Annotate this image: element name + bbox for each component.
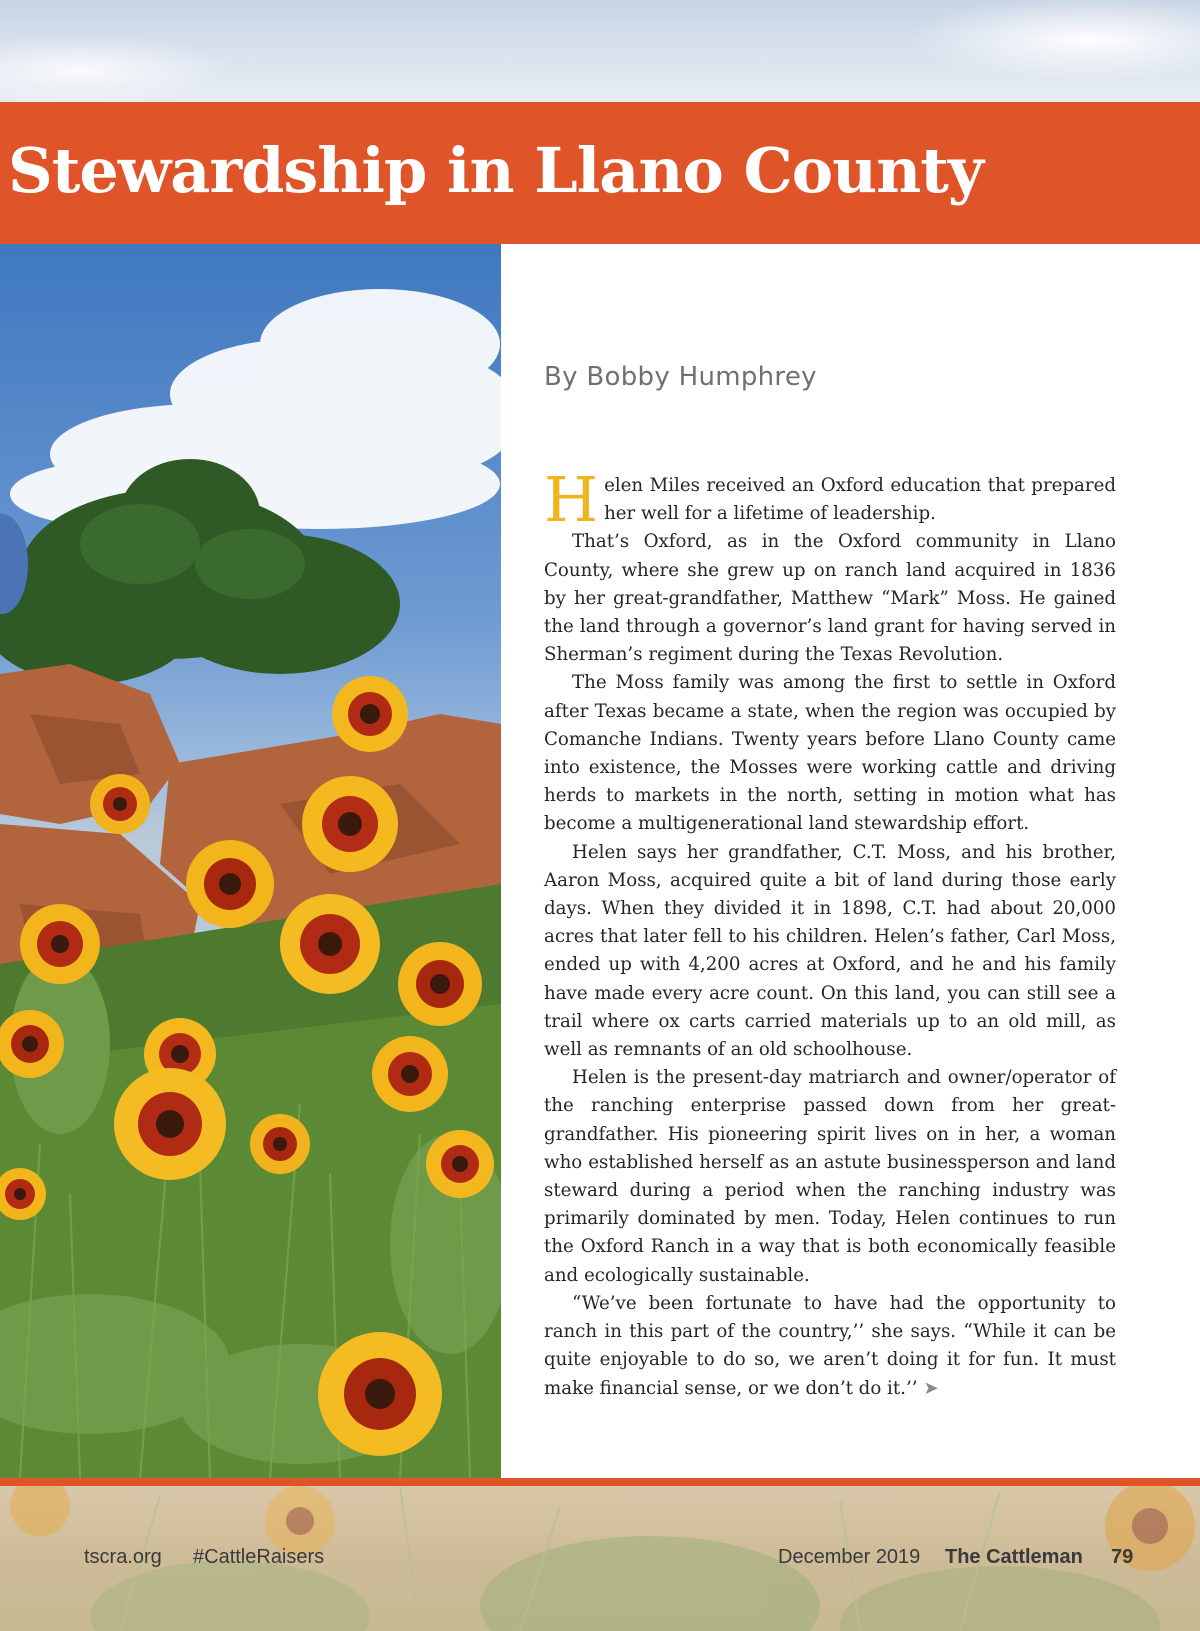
paragraph-1-text: elen Miles received an Oxford education that prepared her well for a lifetime of leadership. <box>604 475 1116 525</box>
header-sky-strip <box>0 0 1200 102</box>
paragraph-4: Helen says her grandfather, C.T. Moss, and his brother, Aaron Moss, acquired quite a bit of land during those early days. When they divided it in 1898, C.T. had about 20,000 acres that later fell to his children. Helen’s father, Carl Moss, ended up with 4,200 acres at Oxford, and he and his family have made every acre count. On this land, you can still see a trail where ox carts carried materials up to an old mill, as well as remnants of an old schoolhouse. <box>544 841 1116 1061</box>
footer-magazine-name: The Cattleman <box>945 1546 1083 1568</box>
continue-arrow-icon: ➤ <box>923 1377 939 1399</box>
paragraph-1 <box>544 463 1116 536</box>
footer <box>0 1486 1200 1631</box>
page-title: Stewardship in Llano County <box>8 134 983 207</box>
footer-site-link[interactable]: tscra.org <box>84 1546 162 1568</box>
paragraph-3: The Moss family was among the first to settle in Oxford after Texas became a state, when the region was occupied by Comanche Indians. Twenty years before Llano County came into existence, the Mosses were working cattle and driving herds to markets in the north, setting in motion what has become a multigenerational land stewardship effort. <box>544 672 1116 835</box>
footer-issue-date: December 2019 <box>778 1546 921 1568</box>
byline: By Bobby Humphrey <box>544 362 817 392</box>
paragraph-6 <box>544 1290 1116 1403</box>
paragraph-5: Helen is the present-day matriarch and owner/operator of the ranching enterprise passed down from her great-grandfather. His pioneering spirit lives on in her, a woman who established herself as an astute businessperson and land steward during a period when the ranching industry was primarily dominated by men. Today, Helen continues to run the Oxford Ranch in a way that is both economically feasible and ecologically sustainable. <box>544 1067 1116 1286</box>
drop-cap: H <box>544 463 599 536</box>
wildflower-photo <box>0 244 501 1478</box>
paragraph-6-text: “We’ve been fortunate to have had the opportunity to ranch in this part of the country,’’ she says. “While it can be quite enjoyable to do so, we aren’t doing it for fun. It must make financial sense, or we don’t do it.’’ <box>544 1292 1116 1399</box>
footer-page-number: 79 <box>1111 1546 1134 1568</box>
wildflower-illustration <box>0 244 501 1478</box>
paragraph-2: That’s Oxford, as in the Oxford community in Llano County, where she grew up on ranch land acquired in 1836 by her great-grandfather, Matthew “Mark” Moss. He gained the land through a governor’s land grant for having served in Sherman’s regiment during the Texas Revolution. <box>544 531 1116 666</box>
footer-hashtag: #CattleRaisers <box>193 1546 325 1568</box>
title-band <box>0 102 1200 244</box>
footer-rule <box>0 1478 1200 1486</box>
article-body <box>544 463 1116 1403</box>
